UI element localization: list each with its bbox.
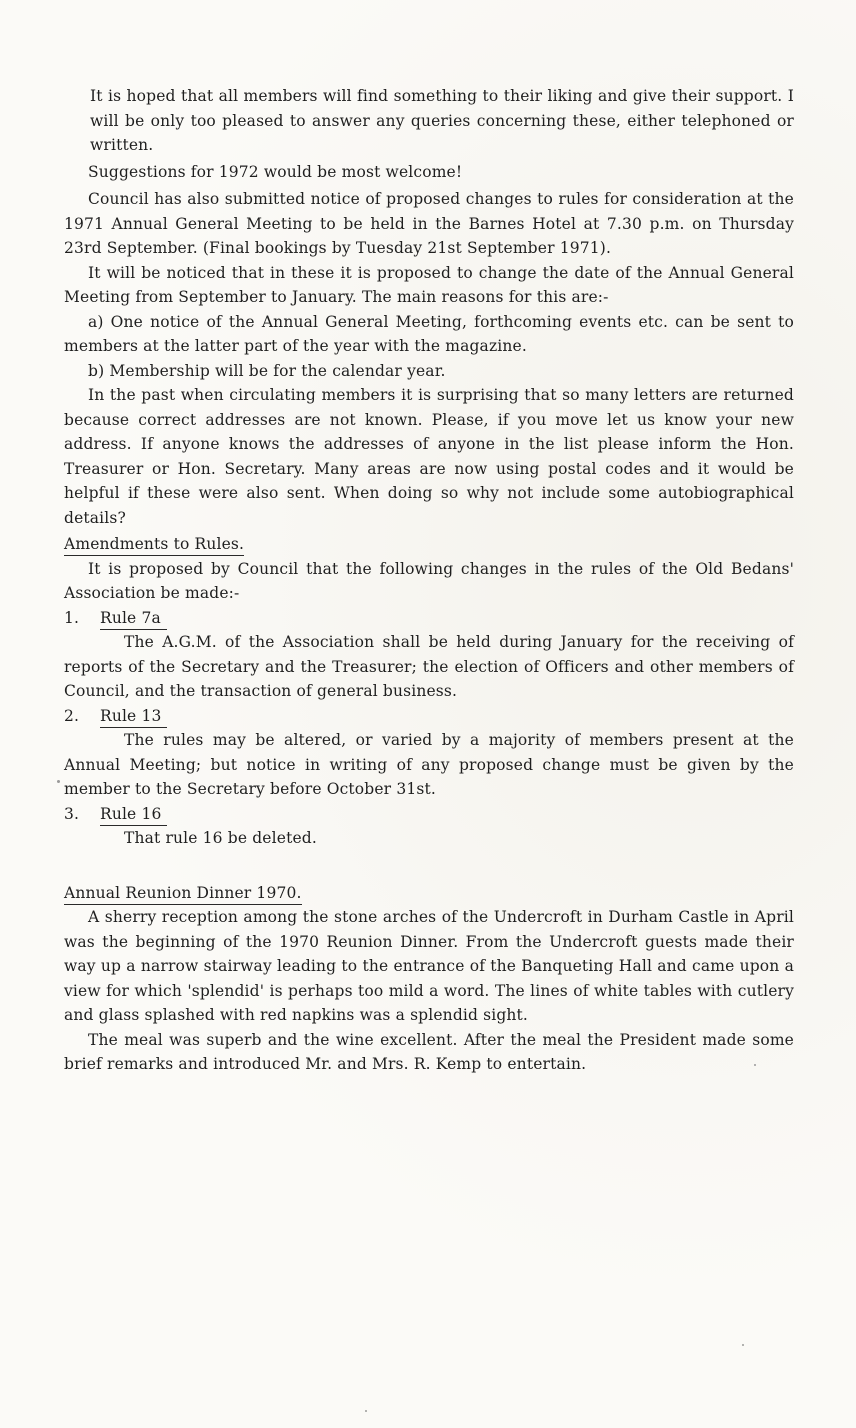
reason-b-paragraph: b) Membership will be for the calendar year. bbox=[88, 361, 446, 380]
council-notice-paragraph: Council has also submitted notice of proposed changes to rules for consideration at the 1971 Annual General Meeting to be held in the Barnes Hotel at 7.30 p.m. on Thursday 23rd September. (Final bookings by Tuesday 21st September 1971). bbox=[64, 190, 794, 257]
suggestions-paragraph: Suggestions for 1972 would be most welcome! bbox=[88, 162, 463, 181]
rule-text: The rules may be altered, or varied by a majority of members present at the Annual Meeting; but notice in writing of any proposed change must be given by the member to the Secretary before October 31st. bbox=[64, 731, 794, 798]
rule-text: That rule 16 be deleted. bbox=[124, 829, 317, 847]
reunion-paragraph: A sherry reception among the stone arches of the Undercroft in Durham Castle in April was the beginning of the 1970 Reunion Dinner. From the Undercroft guests made their way up a narrow stairway leading to the entrance of the Banqueting Hall and came upon a view for which 'splendid' is perhaps too mild a word. The lines of white tables with cutlery and glass splashed with red napkins was a splendid sight. bbox=[64, 908, 794, 1024]
reunion-heading: Annual Reunion Dinner 1970. bbox=[64, 882, 302, 905]
rule-title: Rule 7a bbox=[100, 608, 167, 630]
rule-title: Rule 16 bbox=[100, 804, 167, 826]
intro-paragraph: It is hoped that all members will find something to their liking and give their support. I will be only too pleased to answer any queries concerning these, either telephoned or written. bbox=[90, 87, 794, 154]
reunion-meal-paragraph: The meal was superb and the wine excellent. After the meal the President made some brief remarks and introduced Mr. and Mrs. R. Kemp to entertain. bbox=[64, 1030, 794, 1073]
paper-speck bbox=[57, 780, 60, 783]
amendments-heading: Amendments to Rules. bbox=[64, 533, 244, 556]
reason-a-paragraph: a) One notice of the Annual General Meeting, forthcoming events etc. can be sent to members at the latter part of the year with the magazine. bbox=[64, 312, 794, 355]
addresses-paragraph: In the past when circulating members it is surprising that so many letters are returned because correct addresses are not known. Please, if you move let us know your new address. If anyone knows the addresses of anyone in the list please inform the Hon. Treasurer or Hon. Secretary. Many areas are now using postal codes and it would be helpful if these were also sent. When doing so why not include some autobiographical details? bbox=[64, 386, 794, 527]
paper-speck bbox=[365, 1410, 367, 1412]
page-content bbox=[64, 84, 794, 1077]
rule-number: 3. bbox=[64, 804, 80, 823]
paper-speck bbox=[742, 1344, 744, 1346]
rule-number: 2. bbox=[64, 706, 80, 725]
rule-item bbox=[64, 606, 794, 704]
paper-speck bbox=[754, 1064, 756, 1066]
section-spacer bbox=[64, 851, 794, 879]
rule-title: Rule 13 bbox=[100, 706, 167, 728]
rule-item bbox=[64, 704, 794, 802]
rule-item bbox=[64, 802, 794, 851]
amendments-intro: It is proposed by Council that the following changes in the rules of the Old Bedans' Association be made:- bbox=[64, 559, 794, 602]
rule-number: 1. bbox=[64, 608, 80, 627]
rule-text: The A.G.M. of the Association shall be held during January for the receiving of reports of the Secretary and the Treasurer; the election of Officers and other members of Council, and the transaction of general business. bbox=[64, 633, 794, 700]
date-change-paragraph: It will be noticed that in these it is proposed to change the date of the Annual General Meeting from September to January. The main reasons for this are:- bbox=[64, 263, 794, 306]
